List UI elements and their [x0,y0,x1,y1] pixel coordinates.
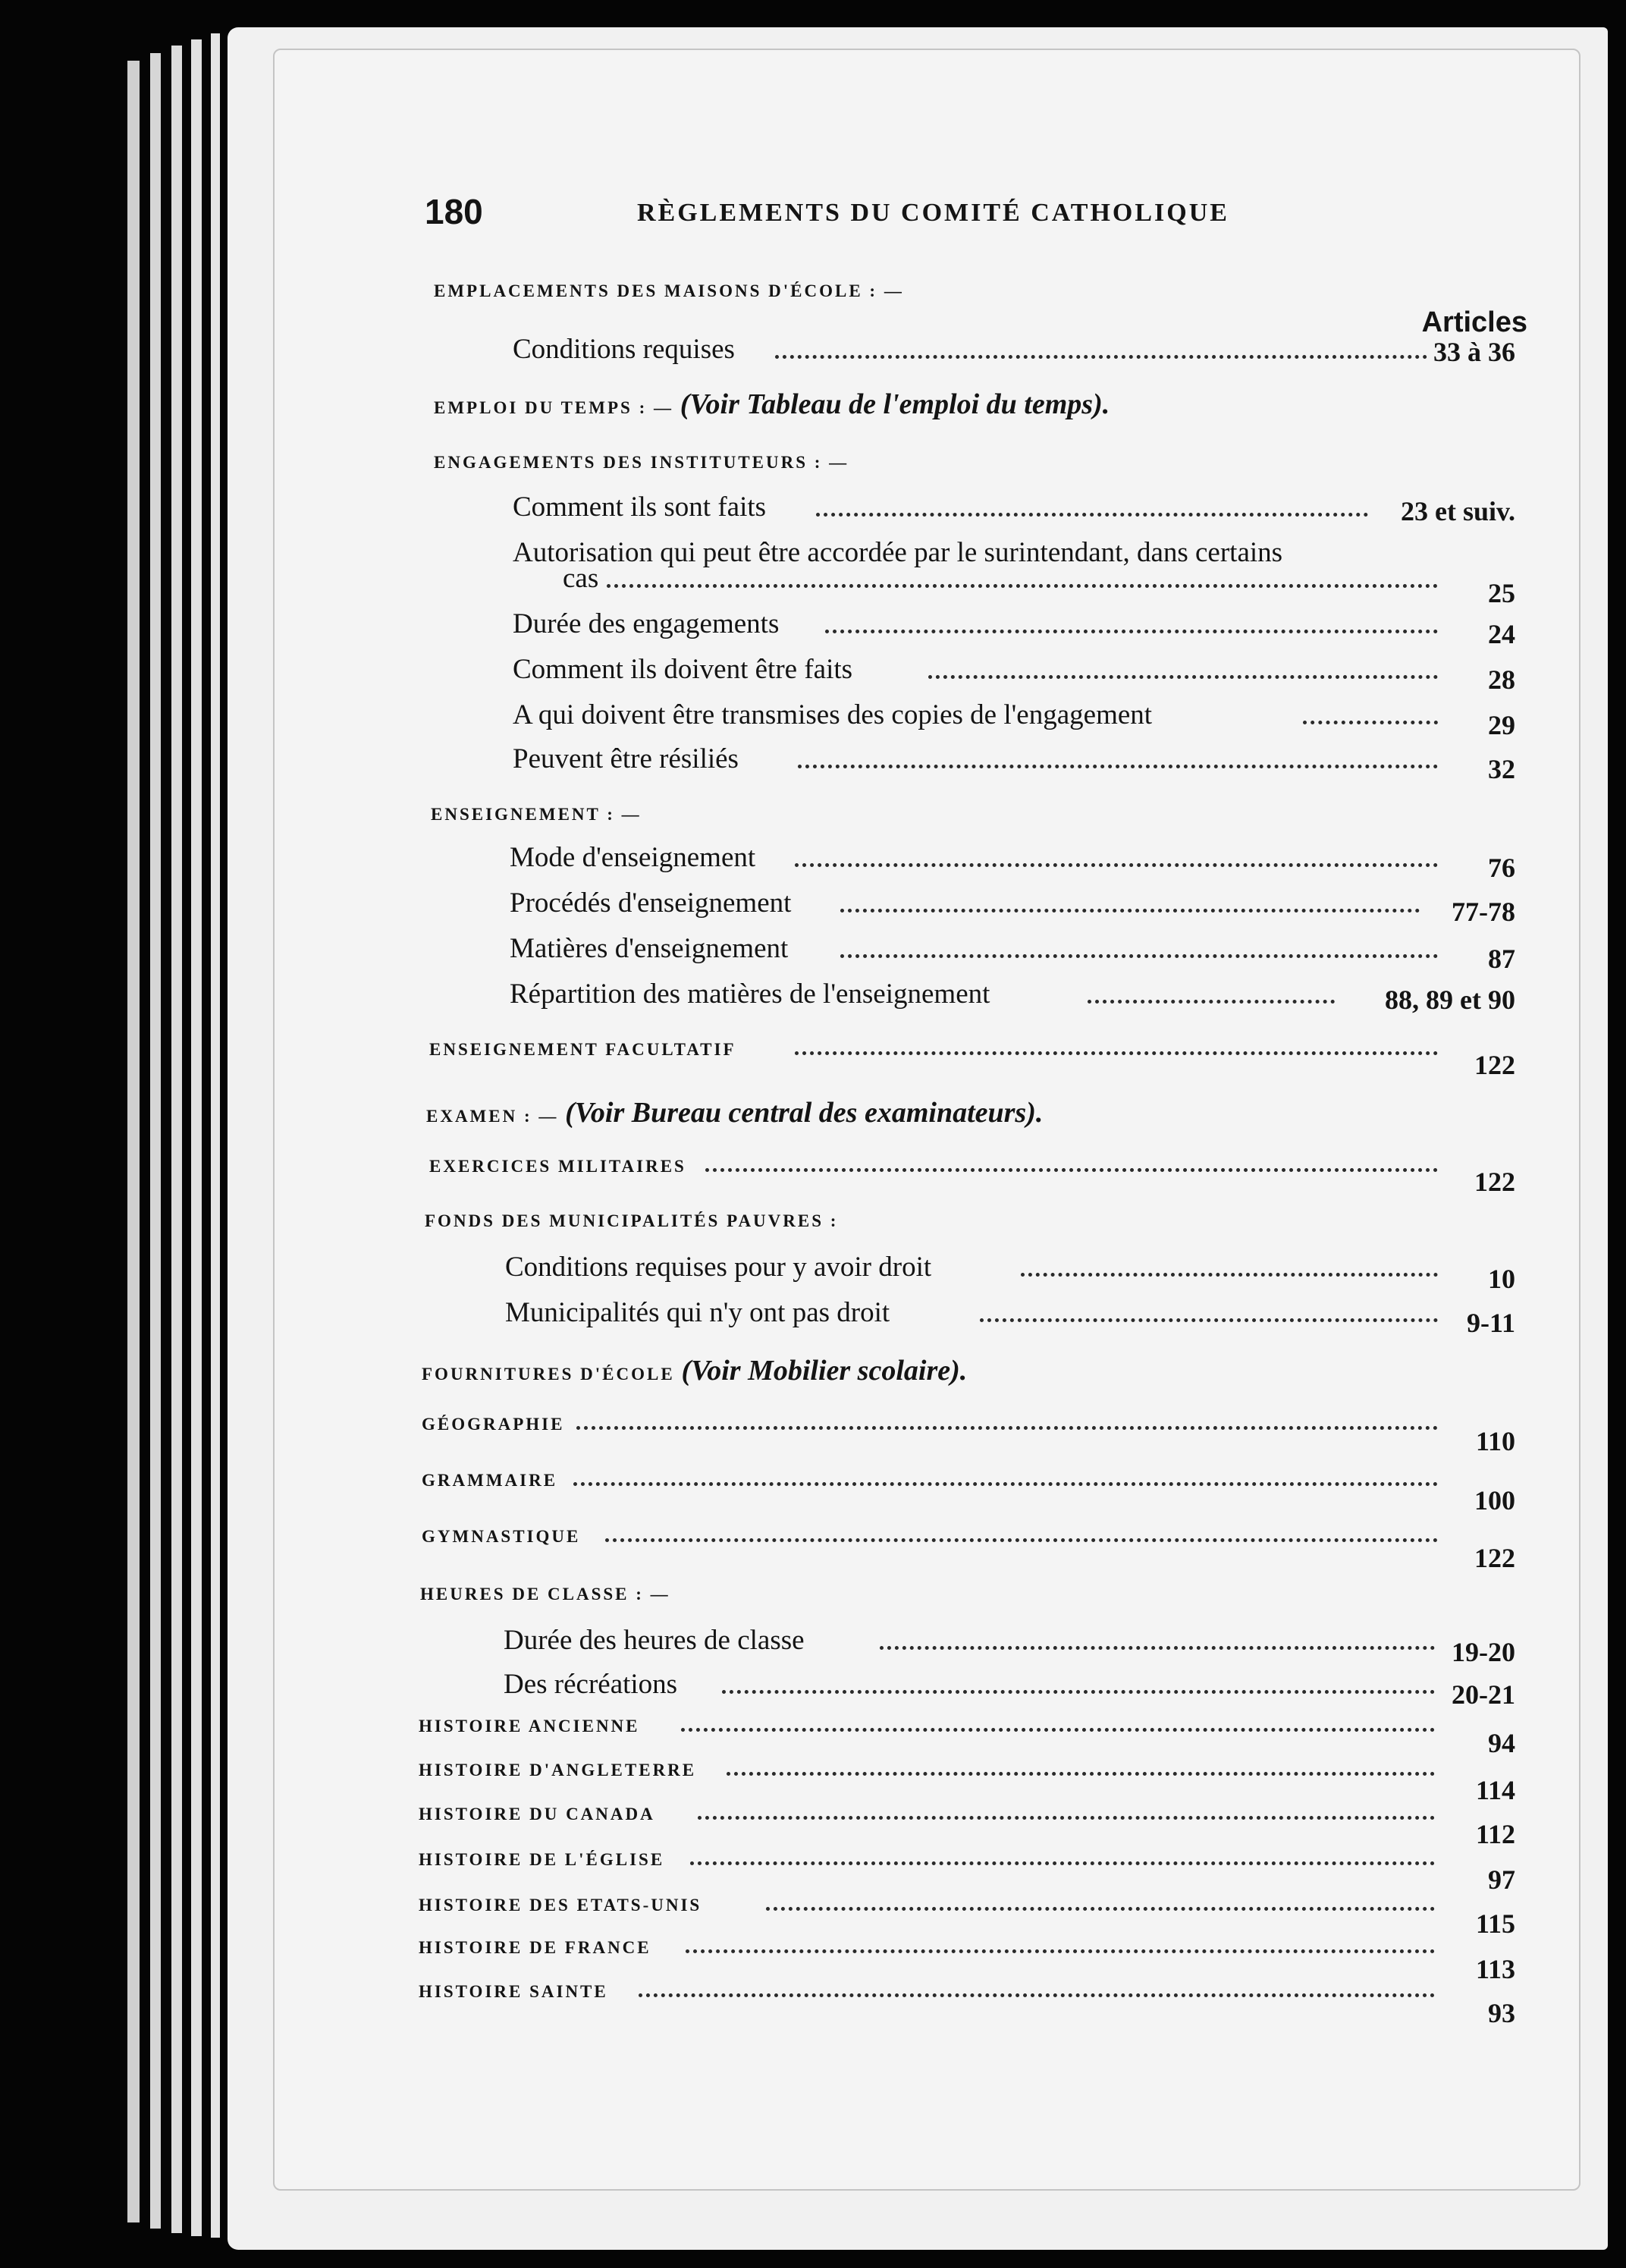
article-number: 20-21 [1452,1679,1515,1710]
heading-label: EXERCICES MILITAIRES [429,1157,686,1176]
article-number: 88, 89 et 90 [1385,985,1515,1015]
entry-label: Municipalités qui n'y ont pas droit [505,1297,890,1328]
heading-label [426,1098,1043,1127]
article-number: 9-11 [1466,1308,1515,1338]
heading-label: HISTOIRE DES ETATS-UNIS [419,1896,702,1915]
cross-reference: (Voir Mobilier scolaire). [681,1355,968,1387]
entry-label: Durée des heures de classe [504,1625,805,1656]
heading-label: GÉOGRAPHIE [422,1415,565,1434]
entry-label: Conditions requises [513,334,735,365]
article-number: 23 et suiv. [1400,496,1515,526]
entry-label: cas [563,563,599,594]
entry-label: A qui doivent être transmises des copies de l'engagement [513,699,1153,730]
article-number: 24 [1488,619,1515,649]
dot-leaders [775,355,1427,359]
heading-label: HISTOIRE DE L'ÉGLISE [419,1850,665,1869]
dot-leaders [795,863,1438,867]
entry-label: Conditions requises pour y avoir droit [505,1252,932,1283]
article-number: 122 [1474,1543,1515,1573]
dot-leaders [928,675,1438,679]
heading-label: HEURES DE CLASSE : — [420,1585,670,1604]
dot-leaders [825,630,1438,633]
dot-leaders [980,1318,1438,1322]
heading-text: FOURNITURES D'ÉCOLE [422,1365,682,1384]
dot-leaders [686,1949,1435,1953]
dot-leaders [722,1690,1435,1694]
cross-reference: (Voir Bureau central des examinateurs). [565,1097,1044,1129]
dot-leaders [605,1538,1438,1542]
heading-label: HISTOIRE D'ANGLETERRE [419,1761,697,1780]
entry-label: Mode d'enseignement [510,842,756,873]
heading-label: ENGAGEMENTS DES INSTITUTEURS : — [434,453,849,472]
articles-column-label: Articles [1421,306,1527,338]
article-number: 122 [1474,1050,1515,1080]
article-number: 28 [1488,664,1515,695]
heading-label: HISTOIRE DE FRANCE [419,1938,651,1957]
heading-label: HISTOIRE DU CANADA [419,1805,655,1824]
heading-text: EXAMEN : — [426,1107,566,1126]
article-number: 19-20 [1452,1637,1515,1667]
entry-label: Comment ils sont faits [513,492,767,523]
article-number: 113 [1475,1954,1515,1984]
article-number: 115 [1475,1908,1515,1939]
heading-label: ENSEIGNEMENT : — [431,805,642,824]
entry-label: Peuvent être résiliés [513,743,739,774]
entry-label: Répartition des matières de l'enseignement [510,979,990,1010]
page-number: 180 [425,192,483,231]
article-number: 25 [1488,578,1515,608]
dot-leaders [573,1482,1438,1486]
article-number: 77-78 [1452,897,1515,927]
article-number: 33 à 36 [1433,337,1515,367]
running-title: RÈGLEMENTS DU COMITÉ CATHOLIQUE [637,199,1229,227]
dot-leaders [705,1168,1438,1172]
heading-label: ENSEIGNEMENT FACULTATIF [429,1040,736,1059]
heading-label [434,390,1110,419]
dot-leaders [766,1907,1435,1911]
article-number: 122 [1474,1167,1515,1197]
entry-label: Comment ils doivent être faits [513,654,853,685]
heading-label: FONDS DES MUNICIPALITÉS PAUVRES : [425,1211,839,1230]
article-number: 94 [1488,1728,1515,1758]
dot-leaders [880,1646,1435,1650]
article-number: 97 [1488,1864,1515,1895]
heading-label: GYMNASTIQUE [422,1527,581,1546]
heading-label [422,1356,967,1385]
dot-leaders [639,1993,1435,1997]
entry-label: Des récréations [504,1669,678,1700]
article-number: 29 [1488,710,1515,740]
article-number: 110 [1475,1426,1515,1456]
article-number: 32 [1488,754,1515,784]
heading-label: HISTOIRE ANCIENNE [419,1717,640,1736]
article-number: 87 [1488,944,1515,974]
article-number: 114 [1475,1775,1515,1805]
dot-leaders [798,765,1438,768]
dot-leaders [795,1051,1438,1055]
heading-label: GRAMMAIRE [422,1471,558,1490]
entry-label: Durée des engagements [513,608,780,639]
dot-leaders [681,1728,1435,1732]
article-number: 76 [1488,853,1515,883]
heading-label: HISTOIRE SAINTE [419,1982,608,2001]
entry-label: Procédés d'enseignement [510,887,792,919]
dot-leaders [816,513,1368,517]
dot-leaders [840,909,1420,913]
heading-text: EMPLOI DU TEMPS : — [434,398,680,417]
article-number: 93 [1488,1998,1515,2028]
dot-leaders [576,1426,1438,1430]
dot-leaders [1021,1273,1438,1277]
dot-leaders [840,954,1438,958]
entry-label: Autorisation qui peut être accordée par le surintendant, dans certains [513,537,1283,568]
dot-leaders [1303,721,1438,724]
dot-leaders [1088,1000,1335,1004]
dot-leaders [690,1861,1435,1865]
dot-leaders [607,584,1438,588]
dot-leaders [727,1772,1435,1776]
article-number: 100 [1474,1485,1515,1516]
cross-reference: (Voir Tableau de l'emploi du temps). [680,388,1110,420]
dot-leaders [698,1816,1435,1820]
heading-label: EMPLACEMENTS DES MAISONS D'ÉCOLE : — [434,281,904,300]
article-number: 10 [1488,1264,1515,1294]
article-number: 112 [1475,1819,1515,1849]
entry-label: Matières d'enseignement [510,933,789,964]
